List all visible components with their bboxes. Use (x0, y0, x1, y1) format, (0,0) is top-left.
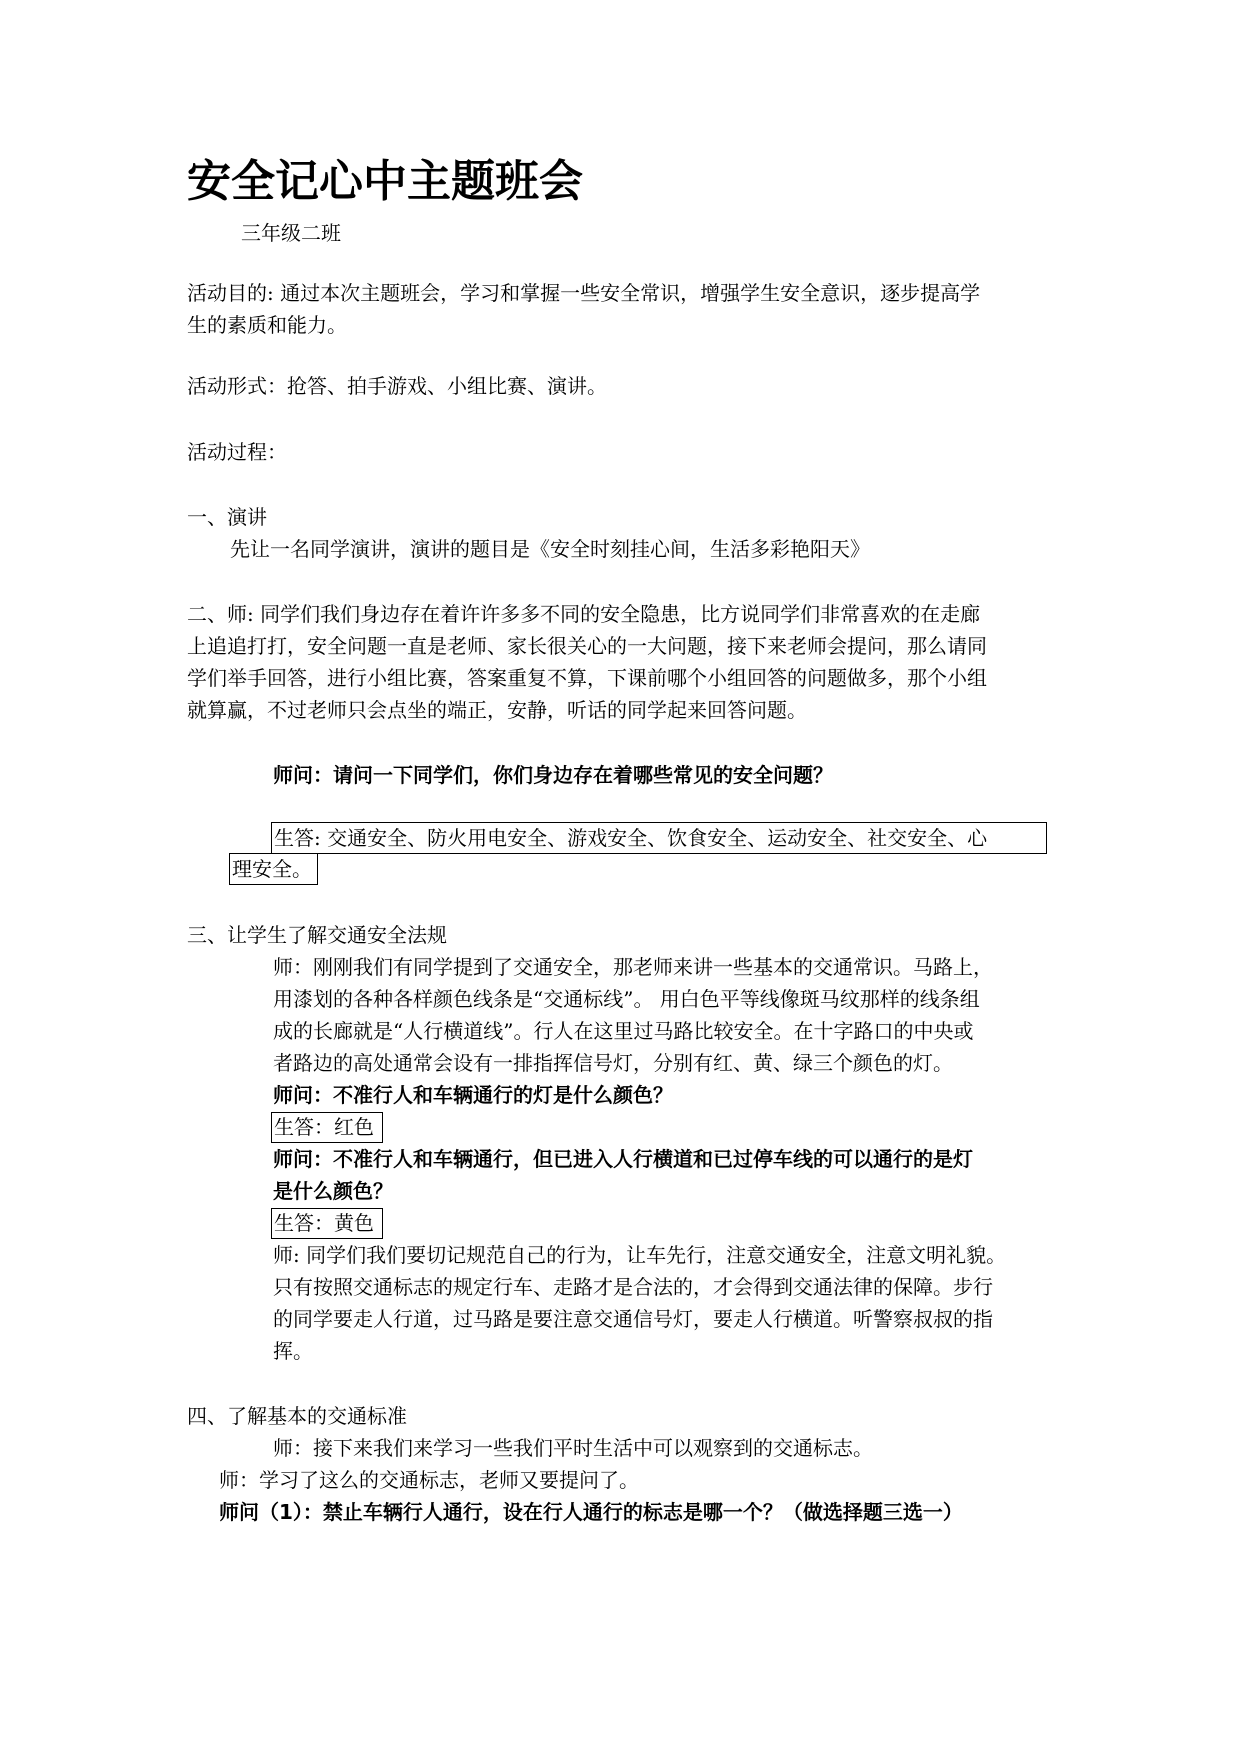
section-4-line-1: 师：接下来我们来学习一些我们平时生活中可以观察到的交通标志。 (273, 1436, 873, 1460)
section-1-heading: 一、演讲 (187, 505, 267, 529)
section-2-answer-line-1: 生答: 交通安全、防火用电安全、游戏安全、饮食安全、运动安全、社交安全、心 (274, 826, 988, 850)
section-2-answer-line-2: 理安全。 (232, 857, 312, 881)
section-2-line-4: 就算赢，不过老师只会点坐的端正，安静，听话的同学起来回答问题。 (187, 698, 807, 722)
section-2-line-1: 二、师: 同学们我们身边存在着许许多多不同的安全隐患，比方说同学们非常喜欢的在走廊 (187, 602, 981, 626)
purpose-line-2: 生的素质和能力。 (187, 313, 347, 337)
section-4-question: 师问（1）：禁止车辆行人通行，设在行人通行的标志是哪一个？（做选择题三选一） (219, 1500, 963, 1524)
section-3-para-1-line-1: 师：刚刚我们有同学提到了交通安全，那老师来讲一些基本的交通常识。马路上， (273, 955, 993, 979)
section-2-question: 师问：请问一下同学们，你们身边存在着哪些常见的安全问题？ (273, 763, 833, 787)
class-name: 三年级二班 (241, 221, 341, 245)
activity-form: 活动形式：抢答、拍手游戏、小组比赛、演讲。 (187, 374, 607, 398)
section-3-para-1-line-3: 成的长廊就是“人行横道线”。行人在这里过马路比较安全。在十字路口的中央或 (273, 1019, 974, 1043)
section-1-text: 先让一名同学演讲，演讲的题目是《安全时刻挂心间，生活多彩艳阳天》 (230, 537, 870, 561)
purpose-line-1: 活动目的: 通过本次主题班会，学习和掌握一些安全常识，增强学生安全意识，逐步提高学 (187, 281, 981, 305)
section-3-para-2-line-2: 只有按照交通标志的规定行车、走路才是合法的，才会得到交通法律的保障。步行 (273, 1275, 993, 1299)
section-2-line-3: 学们举手回答，进行小组比赛，答案重复不算，下课前哪个小组回答的问题做多，那个小组 (187, 666, 987, 690)
section-3-para-2-line-4: 挥。 (273, 1339, 313, 1363)
section-3-question-2-line-1: 师问：不准行人和车辆通行，但已进入人行横道和已过停车线的可以通行的是灯 (273, 1147, 973, 1171)
section-3-heading: 三、让学生了解交通安全法规 (187, 923, 447, 947)
section-3-question-2-line-2: 是什么颜色？ (273, 1179, 393, 1203)
section-3-question-1: 师问：不准行人和车辆通行的灯是什么颜色？ (273, 1083, 673, 1107)
section-3-answer-2: 生答：黄色 (274, 1211, 374, 1235)
section-3-para-2-line-3: 的同学要走人行道，过马路是要注意交通信号灯，要走人行横道。听警察叔叔的指 (273, 1307, 993, 1331)
section-3-para-1-line-2: 用漆划的各种各样颜色线条是“交通标线”。 用白色平等线像斑马纹那样的线条组 (273, 987, 980, 1011)
page-title: 安全记心中主题班会 (187, 156, 583, 207)
section-4-heading: 四、了解基本的交通标准 (187, 1404, 407, 1428)
section-2-line-2: 上追追打打，安全问题一直是老师、家长很关心的一大问题，接下来老师会提问，那么请同 (187, 634, 987, 658)
section-3-para-2-line-1: 师: 同学们我们要切记规范自己的行为，让车先行，注意交通安全，注意文明礼貌。 (273, 1243, 1007, 1267)
section-4-line-2: 师：学习了这么的交通标志，老师又要提问了。 (219, 1468, 639, 1492)
section-3-answer-1: 生答：红色 (274, 1115, 374, 1139)
activity-process: 活动过程： (187, 440, 287, 464)
section-3-para-1-line-4: 者路边的高处通常会设有一排指挥信号灯，分别有红、黄、绿三个颜色的灯。 (273, 1051, 953, 1075)
